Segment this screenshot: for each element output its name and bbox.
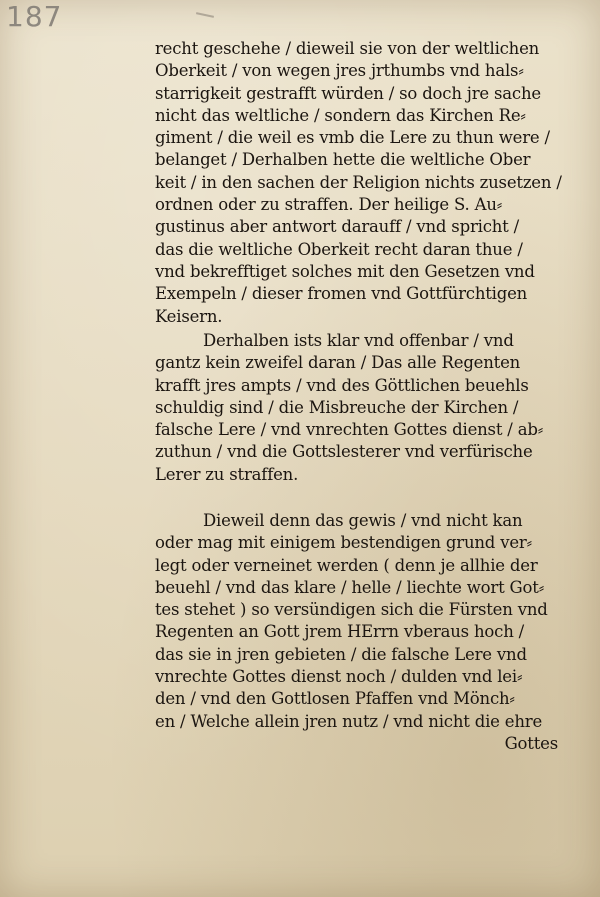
text-line: gantz kein zweifel daran / Das alle Regenten: [155, 353, 521, 373]
text-line: das sie in jren gebieten / die falsche Lere vnd: [155, 644, 527, 664]
text-line: oder mag mit einigem bestendigen grund ver⸗: [155, 533, 532, 553]
text-line: den / vnd den Gottlosen Pfaffen vnd Mönch⸗: [155, 689, 515, 709]
text-line: vnrechte Gottes dienst noch / dulden vnd lei⸗: [155, 667, 523, 687]
text-line: belanget / Derhalben hette die weltliche Ober: [155, 150, 531, 170]
text-line: Exempeln / dieser fromen vnd Gottfürchtigen: [155, 284, 528, 304]
text-line: Keisern.: [155, 306, 223, 326]
text-line: Lerer zu straffen.: [155, 464, 299, 484]
text-line: recht geschehe / dieweil sie von der weltlichen: [155, 39, 540, 58]
text-line: nicht das weltliche / sondern das Kirchen Re⸗: [155, 105, 526, 125]
text-line: Dieweil denn das gewis / vnd nicht kan: [203, 511, 523, 530]
text-line: keit / in den sachen der Religion nichts zusetzen /: [155, 172, 562, 192]
folio-number: 187: [6, 0, 63, 33]
paragraph-derhalben: [155, 330, 590, 486]
text-line: tes stehet ) so versündigen sich die Fürsten vnd: [155, 600, 548, 620]
text-line: legt oder verneinet werden ( denn je allhie der: [155, 555, 538, 575]
text-line: Oberkeit / von wegen jres jrthumbs vnd hals⸗: [155, 61, 524, 81]
text-line: gustinus aber antwort darauff / vnd spricht /: [155, 217, 520, 237]
text-line: zuthun / vnd die Gottslesterer vnd verfürische: [155, 442, 533, 462]
text-line: starrigkeit gestrafft würden / so doch jre sache: [155, 83, 541, 103]
ink-mark: [196, 12, 214, 18]
text-line: schuldig sind / die Misbreuche der Kirchen /: [155, 397, 519, 417]
text-line: en / Welche allein jren nutz / vnd nicht die ehre: [155, 711, 543, 731]
text-line: falsche Lere / vnd vnrechten Gottes dienst / ab⸗: [155, 420, 544, 440]
catchword: Gottes: [504, 733, 558, 753]
text-line: Derhalben ists klar vnd offenbar / vnd: [203, 331, 514, 350]
text-line: ordnen oder zu straffen. Der heilige S. Au⸗: [155, 195, 503, 215]
text-line: vnd bekrefftiget solches mit den Gesetzen vnd: [155, 261, 535, 281]
text-line: beuehl / vnd das klare / helle / liechte wort Got⸗: [155, 577, 544, 597]
text-line: das die weltliche Oberkeit recht daran thue /: [155, 239, 523, 259]
text-line: Regenten an Gott jrem HErrn vberaus hoch /: [155, 622, 525, 642]
text-line: giment / die weil es vmb die Lere zu thun were /: [155, 128, 550, 148]
paragraph-dieweil: [155, 510, 590, 755]
text-line: krafft jres ampts / vnd des Göttlichen beuehls: [155, 375, 529, 395]
paragraph-continuation: [155, 38, 590, 328]
